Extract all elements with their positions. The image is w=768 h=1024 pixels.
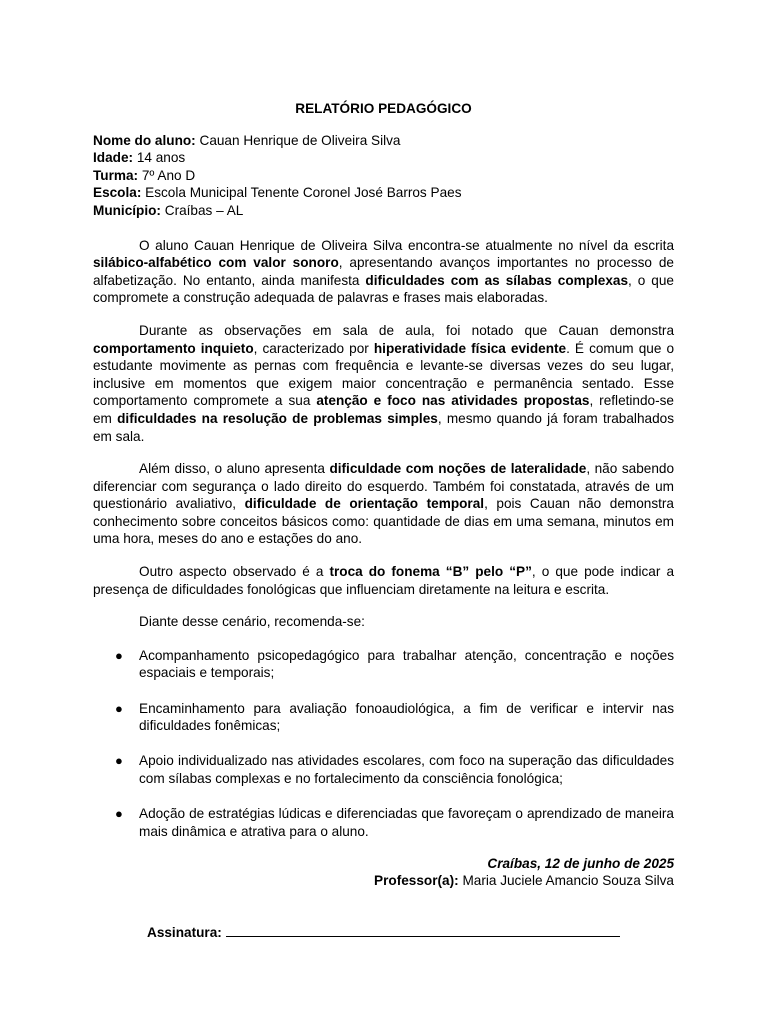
paragraph-text: , pois Cauan não demonstra conhecimento sobre conceitos básicos como: quantidade de dias em uma semana, minutos em uma hora, meses do ano e estações do ano. bbox=[93, 496, 674, 547]
list-item bbox=[93, 700, 674, 735]
paragraph-behavior bbox=[93, 322, 674, 445]
emphasis-text: dificuldades com as sílabas complexas bbox=[365, 272, 629, 288]
place-date: Craíbas, 12 de junho de 2025 bbox=[487, 855, 674, 871]
field-age bbox=[93, 149, 674, 167]
emphasis-text: dificuldades na resolução de problemas simples bbox=[117, 410, 438, 426]
paragraph-text: , mesmo quando já foram trabalhados em sala. bbox=[93, 410, 674, 444]
bullet-icon: ● bbox=[115, 647, 123, 663]
signature-row bbox=[147, 922, 627, 942]
paragraph-text: Além disso, o aluno apresenta bbox=[139, 461, 330, 477]
paragraph-phoneme bbox=[93, 563, 674, 598]
field-value: 7º Ano D bbox=[141, 167, 196, 183]
paragraph-text: O aluno Cauan Henrique de Oliveira Silva encontra-se atualmente no nível da escrita bbox=[139, 237, 674, 253]
paragraph-text: , refletindo-se em bbox=[93, 393, 674, 426]
document-page bbox=[93, 100, 674, 890]
bullet-icon: ● bbox=[115, 753, 123, 769]
bullet-icon: ● bbox=[115, 700, 123, 716]
recommendation-text: Adoção de estratégias lúdicas e diferenciadas que favoreçam o aprendizado de maneira mais dinâmica e atrativa para o aluno. bbox=[139, 805, 674, 839]
field-value: Craíbas – AL bbox=[164, 202, 244, 218]
emphasis-text: atenção e foco nas atividades propostas bbox=[316, 393, 590, 409]
emphasis-text: troca do fonema “B” pelo “P” bbox=[329, 564, 532, 580]
field-student-name bbox=[93, 132, 674, 150]
paragraph-text: , apresentando avanços importantes no processo de alfabetização. No entanto, ainda manifesta bbox=[93, 255, 674, 288]
field-school bbox=[93, 184, 674, 202]
professor-label: Professor(a): bbox=[374, 873, 459, 889]
paragraph-laterality bbox=[93, 460, 674, 548]
document-title: RELATÓRIO PEDAGÓGICO bbox=[295, 101, 472, 116]
list-item bbox=[93, 647, 674, 682]
field-value: Cauan Henrique de Oliveira Silva bbox=[199, 132, 401, 148]
field-label: Idade: bbox=[93, 150, 134, 166]
emphasis-text: comportamento inquieto bbox=[93, 340, 254, 356]
paragraph-writing-level bbox=[93, 237, 674, 307]
paragraph-text: , não sabendo diferenciar com segurança o lado direito do esquerdo. Também foi constatada, através de um questionário avaliativo, bbox=[93, 461, 674, 512]
student-info bbox=[93, 132, 674, 220]
paragraph-text: Durante as observações em sala de aula, foi notado que Cauan demonstra bbox=[139, 322, 674, 338]
field-class bbox=[93, 167, 674, 185]
field-label: Escola: bbox=[93, 185, 142, 201]
emphasis-text: dificuldade com noções de lateralidade bbox=[329, 461, 587, 477]
recommendation-text: Encaminhamento para avaliação fonoaudiológica, a fim de verificar e intervir nas dificuldades fonêmicas; bbox=[139, 700, 674, 734]
paragraph-text: . É comum que o estudante movimente as pernas com frequência e levante-se diversas vezes do seu lugar, inclusive em momentos que exigem maior concentração e permanência sentado. Esse comportamento compromete a sua bbox=[93, 340, 675, 409]
paragraph-text: , o que compromete a construção adequada de palavras e frases mais elaboradas. bbox=[93, 272, 674, 306]
list-item bbox=[93, 752, 674, 787]
emphasis-text: silábico-alfabético com valor sonoro bbox=[93, 255, 339, 271]
paragraph-text: , caracterizado por bbox=[253, 340, 374, 356]
bullet-icon: ● bbox=[115, 805, 123, 821]
recommendation-text: Apoio individualizado nas atividades escolares, com foco na superação das dificuldades com sílabas complexas e no fortalecimento da consciência fonológica; bbox=[139, 753, 674, 786]
field-label: Município: bbox=[93, 202, 161, 218]
field-label: Nome do aluno: bbox=[93, 132, 196, 148]
recommendation-text: Acompanhamento psicopedagógico para trabalhar atenção, concentração e noções espaciais e temporais; bbox=[139, 647, 674, 681]
emphasis-text: hiperatividade física evidente bbox=[373, 340, 567, 356]
recommendation-intro: Diante desse cenário, recomenda-se: bbox=[139, 614, 365, 630]
professor-name: Maria Juciele Amancio Souza Silva bbox=[462, 873, 674, 889]
field-label: Turma: bbox=[93, 167, 139, 183]
field-municipality bbox=[93, 202, 674, 220]
field-value: 14 anos bbox=[136, 150, 186, 166]
signature-line bbox=[226, 922, 620, 937]
professor-line bbox=[93, 872, 674, 890]
emphasis-text: dificuldade de orientação temporal bbox=[244, 496, 485, 512]
list-item bbox=[93, 805, 674, 840]
paragraph-text: Outro aspecto observado é a bbox=[139, 564, 330, 580]
paragraph-text: , o que pode indicar a presença de dificuldades fonológicas que influenciam diretamente na leitura e escrita. bbox=[93, 564, 675, 597]
recommendation-list bbox=[93, 647, 674, 840]
signoff-block bbox=[93, 855, 674, 890]
field-value: Escola Municipal Tenente Coronel José Barros Paes bbox=[145, 185, 462, 201]
signature-label: Assinatura: bbox=[147, 925, 222, 940]
